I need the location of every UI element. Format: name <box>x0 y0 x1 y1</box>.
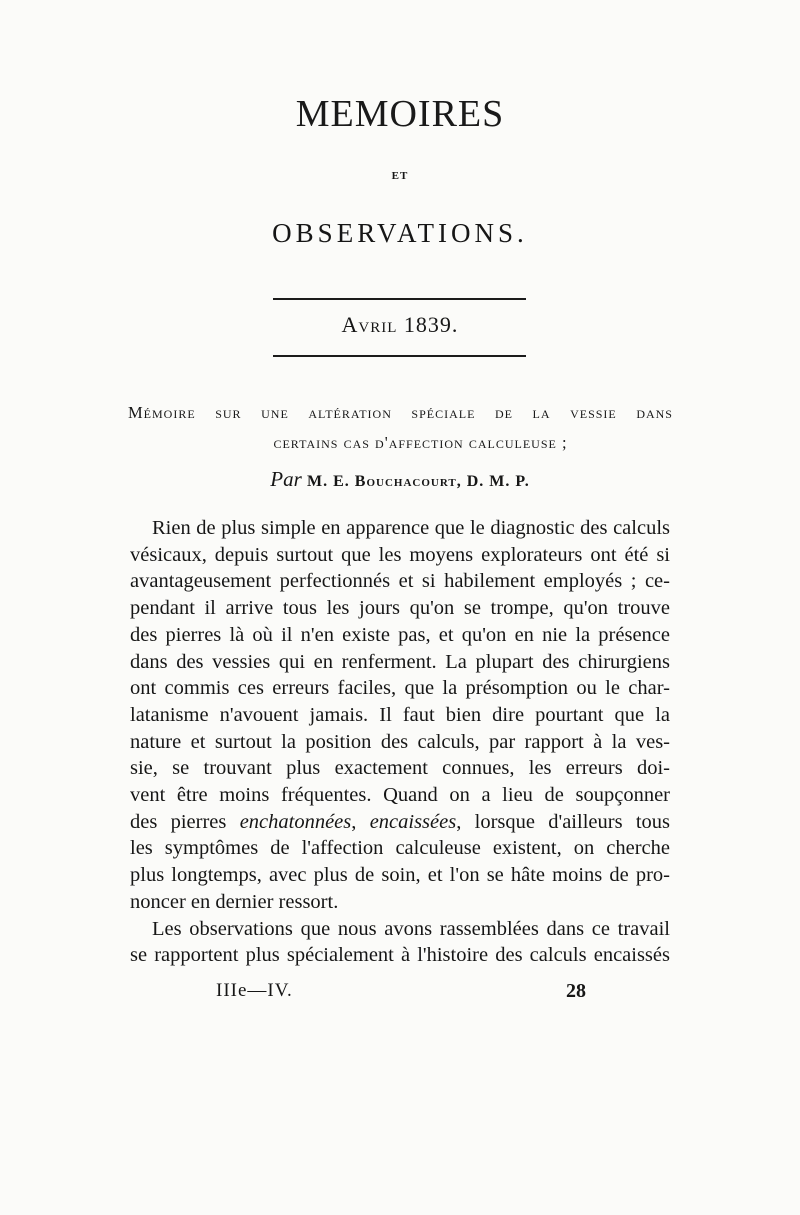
top-rule-divider <box>273 298 526 300</box>
article-title-line-2: certains cas d'affection calculeuse ; <box>273 433 568 452</box>
body-line: vésicaux, depuis surtout que les moyens explorateurs ont été si <box>130 543 670 566</box>
body-line: sie, se trouvant plus exactement connues, les erreurs doi- <box>130 757 670 780</box>
body-line: pendant il arrive tous les jours qu'on se trompe, qu'on trouve <box>130 597 670 620</box>
article-title <box>128 398 673 458</box>
body-line: les symptômes de l'affection calculeuse existent, on cherche <box>130 837 670 860</box>
body-text <box>130 515 670 969</box>
body-segment: , lorsque d'ailleurs tous <box>456 810 671 833</box>
body-line: Rien de plus simple en apparence que le diagnostic des calculs <box>152 517 670 539</box>
body-segment: des pierres <box>130 810 240 833</box>
emphasis-enchatonnees: enchatonnées <box>239 810 352 833</box>
body-line: plus longtemps, avec plus de soin, et l'on se hâte moins de pro- <box>130 864 670 887</box>
body-line: des pierres là où il n'en existe pas, et qu'on en nie la présence <box>130 623 670 646</box>
bottom-rule-divider <box>273 355 526 357</box>
page-title: MEMOIRES <box>295 93 505 135</box>
body-line: latanisme n'avouent jamais. Il faut bien dire pourtant que la <box>130 703 670 726</box>
title-conjunction: ET <box>391 170 409 182</box>
body-line: se rapportent plus spécialement à l'histoire des calculs encaissés <box>130 944 670 967</box>
body-line: ont commis ces erreurs faciles, que la présomption ou le char- <box>130 677 670 700</box>
signature-mark: IIIe—IV. <box>216 980 293 1001</box>
body-line: noncer en dernier ressort. <box>130 890 339 913</box>
body-line: Les observations que nous avons rassemblées dans ce travail <box>152 917 670 940</box>
byline-par: Par <box>270 467 302 491</box>
body-line: nature et surtout la position des calculs, par rapport à la ves- <box>130 730 670 753</box>
article-byline <box>0 467 800 492</box>
body-line: dans des vessies qui en renferment. La plupart des chirurgiens <box>130 650 670 673</box>
body-line: avantageusement perfectionnés et si habilement employés ; ce- <box>130 570 670 593</box>
body-line <box>130 809 670 836</box>
page-number: 28 <box>566 980 586 1002</box>
byline-author: M. E. Bouchacourt, D. M. P. <box>307 473 530 490</box>
issue-date: Avril 1839. <box>341 312 459 337</box>
page-subtitle: OBSERVATIONS. <box>272 218 528 248</box>
article-title-line-1: Mémoire sur une altération spéciale de la vessie dans <box>128 403 673 422</box>
body-line: vent être moins fréquentes. Quand on a lieu de soupçonner <box>130 784 670 807</box>
body-segment: , <box>351 810 370 833</box>
emphasis-encaissees: encaissées <box>369 810 457 833</box>
